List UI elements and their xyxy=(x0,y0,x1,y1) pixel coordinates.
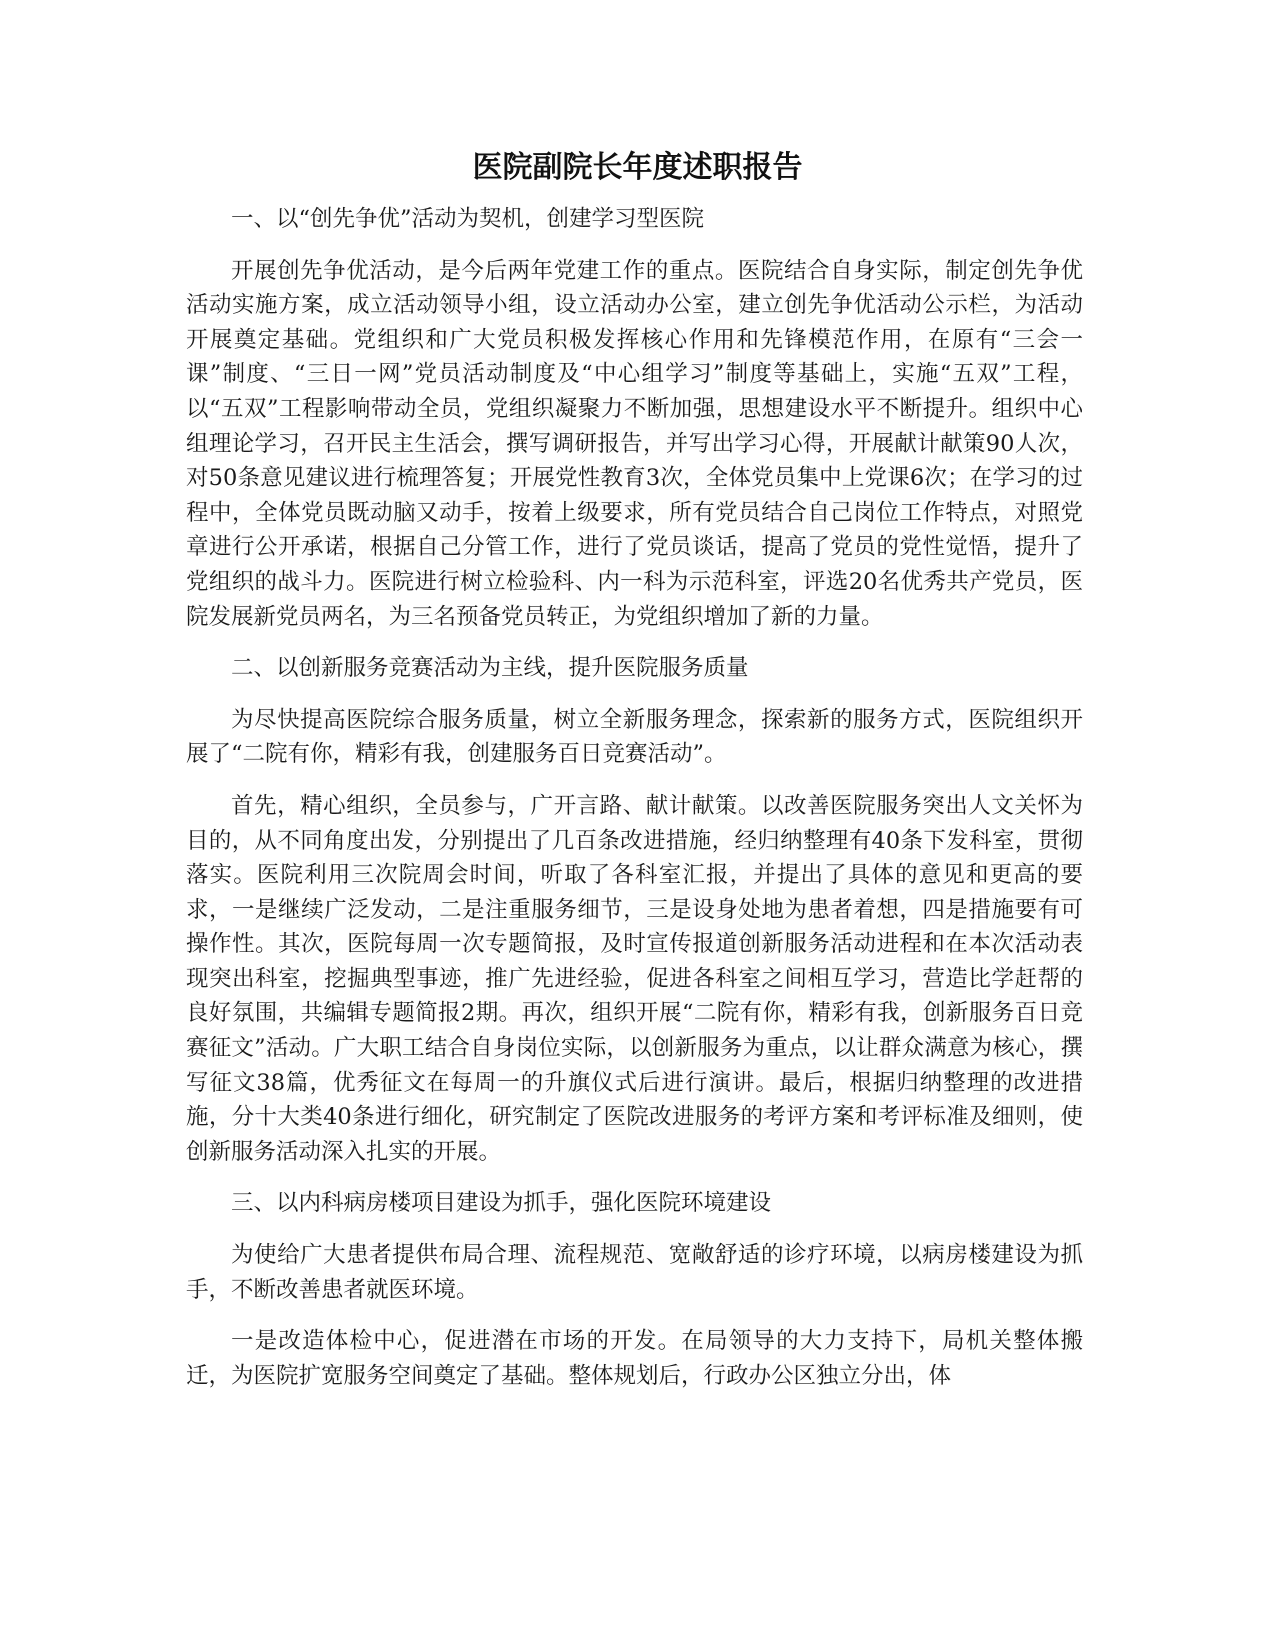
section-1-paragraph-1: 开展创先争优活动，是今后两年党建工作的重点。医院结合自身实际，制定创先争优活动实施方案，成立活动领导小组，设立活动办公室，建立创先争优活动公示栏，为活动开展奠定基础。党组织和广大党员积极发挥核心作用和先锋模范作用，在原有“三会一课”制度、“三日一网”党员活动制度及“中心组学习”制度等基础上，实施“五双”工程，以“五双”工程影响带动全员，党组织凝聚力不断加强，思想建设水平不断提升。组织中心组理论学习，召开民主生活会，撰写调研报告，并写出学习心得，开展献计献策90人次，对50条意见建议进行梳理答复；开展党性教育3次，全体党员集中上党课6次；在学习的过程中，全体党员既动脑又动手，按着上级要求，所有党员结合自己岗位工作特点，对照党章进行公开承诺，根据自己分管工作，进行了党员谈话，提高了党员的党性觉悟，提升了党组织的战斗力。医院进行树立检验科、内一科为示范科室，评选20名优秀共产党员，医院发展新党员两名，为三名预备党员转正，为党组织增加了新的力量。 xyxy=(186,257,1083,630)
section-3-paragraph-1: 为使给广大患者提供布局合理、流程规范、宽敞舒适的诊疗环境，以病房楼建设为抓手，不断改善患者就医环境。 xyxy=(186,1242,1083,1303)
section-1-heading: 一、以“创先争优”活动为契机，创建学习型医院 xyxy=(231,206,705,232)
document-title: 医院副院长年度述职报告 xyxy=(472,150,803,185)
section-3-heading: 三、以内科病房楼项目建设为抓手，强化医院环境建设 xyxy=(231,1190,772,1217)
section-2-heading: 二、以创新服务竞赛活动为主线，提升医院服务质量 xyxy=(231,655,749,682)
section-2-paragraph-1: 为尽快提高医院综合服务质量，树立全新服务理念，探索新的服务方式，医院组织开展了“二院有你，精彩有我，创建服务百日竞赛活动”。 xyxy=(186,706,1083,768)
document-body xyxy=(186,202,1083,1410)
section-3-paragraph-2: 一是改造体检中心，促进潜在市场的开发。在局领导的大力支持下，局机关整体搬迁，为医院扩宽服务空间奠定了基础。整体规划后，行政办公区独立分出，体 xyxy=(186,1328,1083,1389)
section-2-paragraph-2: 首先，精心组织，全员参与，广开言路、献计献策。以改善医院服务突出人文关怀为目的，从不同角度出发，分别提出了几百条改进措施，经归纳整理有40条下发科室，贯彻落实。医院利用三次院周会时间，听取了各科室汇报，并提出了具体的意见和更高的要求，一是继续广泛发动，二是注重服务细节，三是设身处地为患者着想，四是措施要有可操作性。其次，医院每周一次专题简报，及时宣传报道创新服务活动进程和在本次活动表现突出科室，挖掘典型事迹，推广先进经验，促进各科室之间相互学习，营造比学赶帮的良好氛围，共编辑专题简报2期。再次，组织开展“二院有你，精彩有我，创新服务百日竞赛征文”活动。广大职工结合自身岗位实际，以创新服务为重点，以让群众满意为核心，撰写征文38篇，优秀征文在每周一的升旗仪式后进行演讲。最后，根据归纳整理的改进措施，分十大类40条进行细化，研究制定了医院改进服务的考评方案和考评标准及细则，使创新服务活动深入扎实的开展。 xyxy=(186,792,1083,1165)
